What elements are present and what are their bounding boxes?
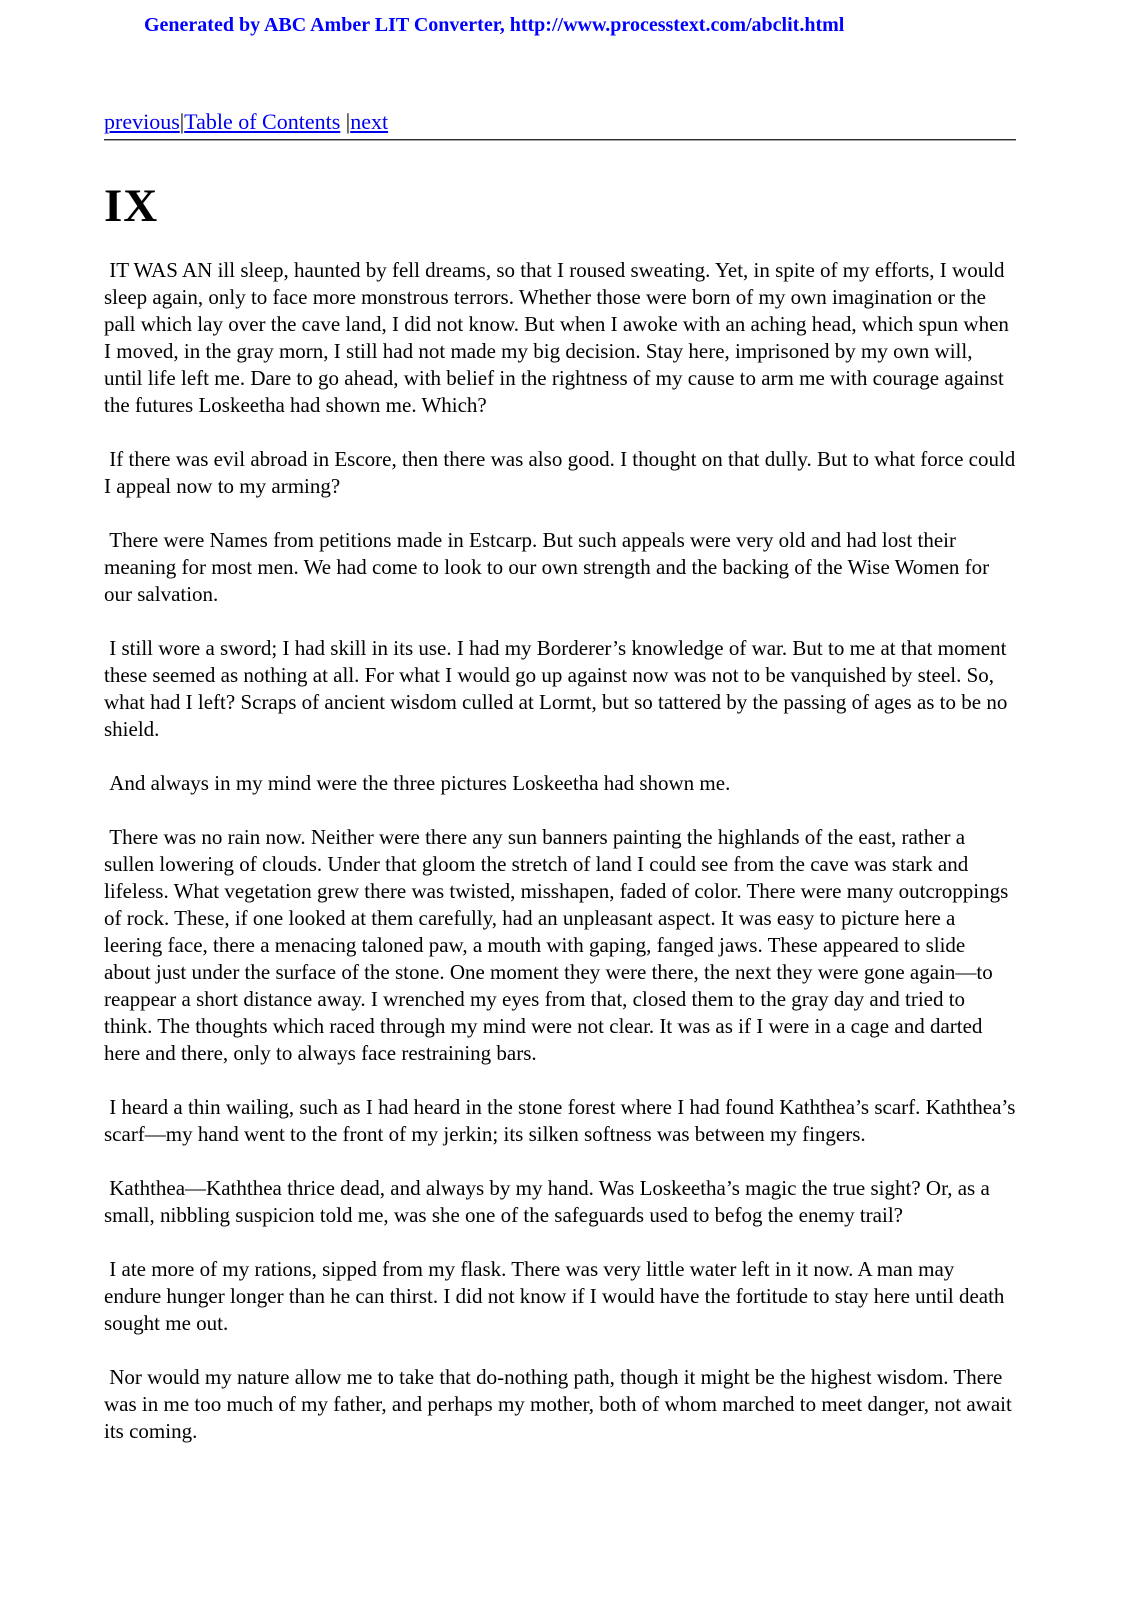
paragraph: I heard a thin wailing, such as I had heard in the stone forest where I had found Kaththea’s scarf. Kaththea’s scarf—my hand went to the front of my jerkin; its silken softness was between my fingers. [104, 1095, 1021, 1146]
chapter-heading: IX [104, 180, 159, 232]
horizontal-rule [104, 139, 1016, 141]
nav-separator: | [179, 109, 185, 134]
table-of-contents-link[interactable]: Table of Contents [184, 109, 341, 134]
paragraph: Kaththea—Kaththea thrice dead, and always by my hand. Was Loskeetha’s magic the true sight? Or, as a small, nibbling suspicion told me, was she one of the safeguards used to befog the enemy trail? [104, 1176, 996, 1227]
nav-separator: | [340, 109, 351, 134]
previous-link[interactable]: previous [104, 109, 180, 134]
next-link[interactable]: next [350, 109, 389, 134]
chapter-body [104, 257, 1021, 1445]
paragraph: If there was evil abroad in Escore, then there was also good. I thought on that dully. But to what force could I appeal now to my arming? [104, 447, 1021, 498]
paragraph: I still wore a sword; I had skill in its use. I had my Borderer’s knowledge of war. But to me at that moment these seemed as nothing at all. For what I would go up against now was not to be vanquished by steel. So, what had I left? Scraps of ancient wisdom culled at Lormt, but so tattered by the passing of ages as to be no shield. [104, 636, 1013, 741]
converter-credit: Generated by ABC Amber LIT Converter, http://www.processtext.com/abclit.html [144, 14, 845, 36]
paragraph: I ate more of my rations, sipped from my flask. There was very little water left in it now. A man may endure hunger longer than he can thirst. I did not know if I would have the fortitude to stay here until death sought me out. [104, 1257, 1010, 1335]
paragraph: There were Names from petitions made in Estcarp. But such appeals were very old and had lost their meaning for most men. We had come to look to our own strength and the backing of the Wise Women for our salvation. [104, 528, 995, 606]
top-nav [104, 109, 1016, 135]
paragraph: Nor would my nature allow me to take that do-nothing path, though it might be the highest wisdom. There was in me too much of my father, and perhaps my mother, both of whom marched to meet danger, not await its coming. [104, 1365, 1018, 1443]
paragraph: IT WAS AN ill sleep, haunted by fell dreams, so that I roused sweating. Yet, in spite of my efforts, I would sleep again, only to face more monstrous terrors. Whether those were born of my own imagination or the pall which lay over the cave land, I did not know. But when I awoke with an aching head, which spun when I moved, in the gray morn, I still had not made my big decision. Stay here, imprisoned by my own will, until life left me. Dare to go ahead, with belief in the rightness of my cause to arm me with courage against the futures Loskeetha had shown me. Which? [104, 258, 1015, 417]
paragraph: There was no rain now. Neither were there any sun banners painting the highlands of the east, rather a sullen lowering of clouds. Under that gloom the stretch of land I could see from the cave was stark and lifeless. What vegetation grew there was twisted, misshapen, faded of color. There were many outcroppings of rock. These, if one looked at them carefully, had an unpleasant aspect. It was easy to picture here a leering face, there a menacing taloned paw, a mouth with gaping, fanged jaws. These appeared to slide about just under the surface of the stone. One moment they were there, the next they were gone again—to reappear a short distance away. I wrenched my eyes from that, closed them to the gray day and tried to think. The thoughts which raced through my mind were not clear. It was as if I were in a cage and darted here and there, only to always face restraining bars. [104, 825, 1014, 1065]
paragraph: And always in my mind were the three pictures Loskeetha had shown me. [104, 771, 731, 795]
